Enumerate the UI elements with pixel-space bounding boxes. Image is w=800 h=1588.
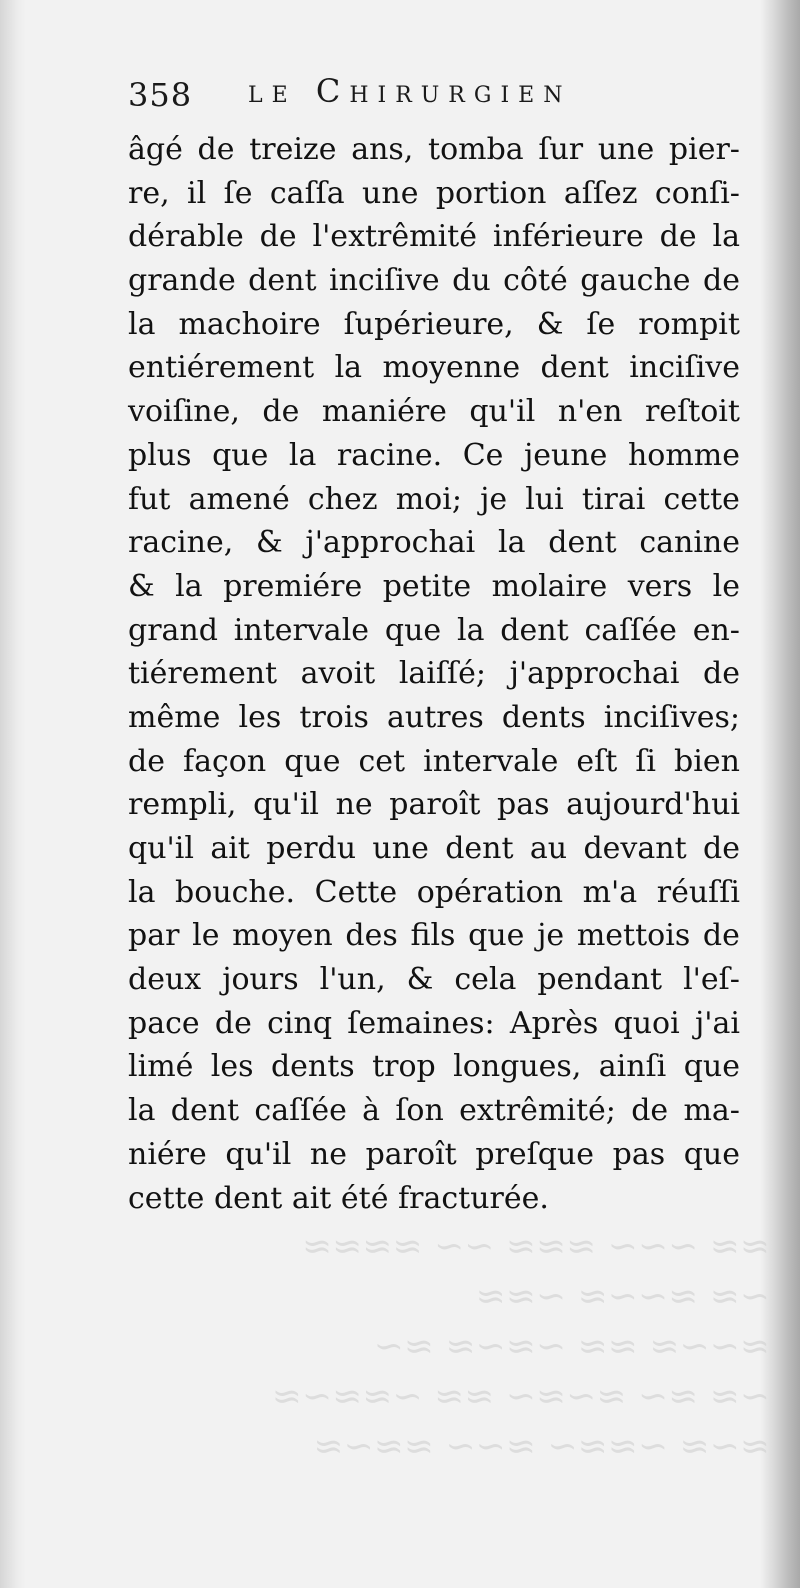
text-line: la bouche. Cette opération m'a réuſſi [128, 874, 740, 910]
text-line: grande dent inciſive du côté gauche de [128, 263, 740, 299]
text-line: re, il ſe caſſa une portion aſſez conſi- [128, 175, 740, 211]
text-line-last: cette dent ait été fracturée. [128, 1180, 549, 1216]
text-line: entiérement la moyenne dent inciſive [128, 350, 740, 386]
text-line: la dent caſſée à ſon extrêmité; de ma- [128, 1093, 740, 1129]
text-line: voiſine, de maniére qu'il n'en reſtoit [128, 394, 740, 430]
text-line: par le moyen des fils que je mettois de [128, 918, 740, 954]
text-line: dérable de l'extrêmité inférieure de la [128, 219, 740, 255]
body-text [128, 128, 740, 1220]
page-number: 358 [128, 76, 193, 114]
text-line: fut amené chez moi; je lui tirai cette [128, 481, 740, 517]
text-line: racine, & j'approchai la dent canine [128, 525, 740, 561]
text-line: tiérement avoit laiſſé; j'approchai de [128, 656, 740, 692]
show-through-bleed: ≈≈ ∼∼∼ ≈≈≈ ∼∼ ≈≈≈≈ ∼≈ ≈∼∼≈ ∼≈≈ ≈∼∼≈ ≈≈ ∼≈∼≈ ≈∼ ∼≈ ≈∼ ≈∼≈∼ ≈≈ ∼≈≈∼≈ ≈∼≈ ∼≈≈∼ ≈∼∼ ≈≈∼≈ [271, 1226, 770, 1467]
running-head: le Chirurgien [248, 72, 572, 110]
text-line: limé les dents trop longues, ainſi que [128, 1049, 740, 1085]
text-line: & la premiére petite molaire vers le [128, 568, 740, 604]
text-line: plus que la racine. Ce jeune homme [128, 437, 740, 473]
text-line: âgé de treize ans, tomba ſur une pier- [128, 132, 740, 167]
text-line: de façon que cet intervale eſt ſi bien [128, 743, 740, 779]
text-line: qu'il ait perdu une dent au devant de [128, 831, 740, 866]
text-line: niére qu'il ne paroît preſque pas que [128, 1136, 740, 1172]
text-line: rempli, qu'il ne paroît pas aujourd'hui [128, 787, 740, 823]
text-line: deux jours l'un, & cela pendant l'eſ- [128, 962, 740, 998]
text-line: pace de cinq ſemaines: Après quoi j'ai [128, 1005, 740, 1041]
page-header [128, 72, 748, 124]
text-line: la machoire ſupérieure, & ſe rompit [128, 306, 740, 342]
text-line: même les trois autres dents inciſives; [128, 699, 740, 735]
text-line: grand intervale que la dent caſſée en- [128, 612, 740, 648]
gutter-shadow [0, 0, 26, 1588]
